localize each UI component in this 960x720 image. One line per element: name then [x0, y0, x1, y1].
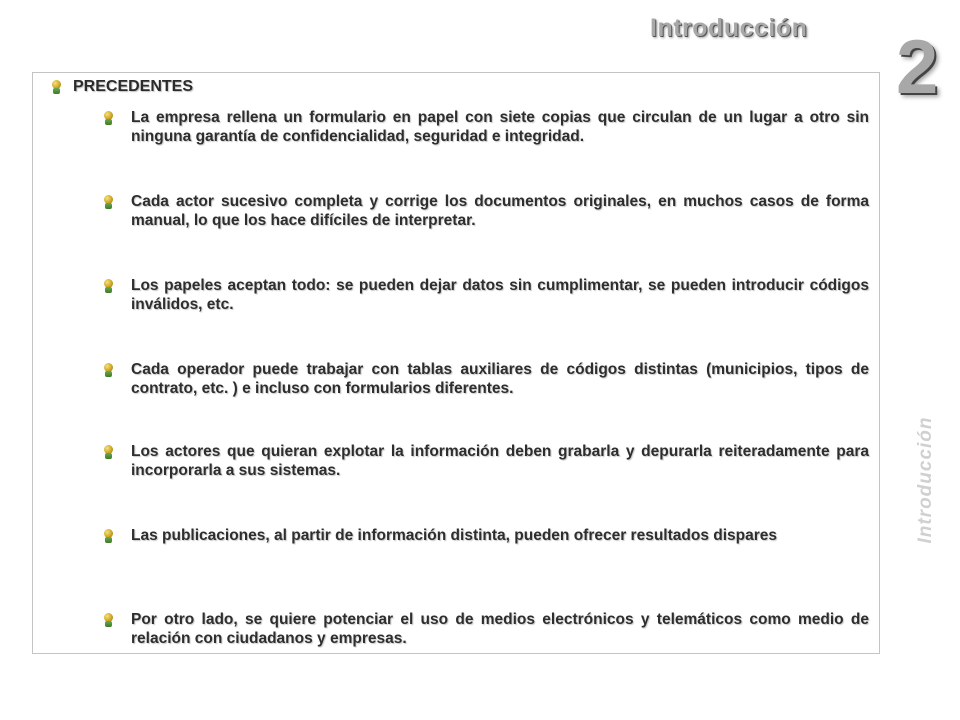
slide-number: 2 [896, 25, 939, 110]
bullet-icon [104, 363, 113, 377]
list-item [104, 442, 872, 480]
bullet-icon [104, 529, 113, 543]
list-item [104, 610, 872, 648]
section-heading-label: PRECEDENTES [73, 78, 194, 95]
bullet-icon [104, 279, 113, 293]
list-item [104, 526, 872, 545]
side-section-label: Introducción [915, 416, 936, 544]
bullet-icon [52, 80, 61, 94]
bullet-icon [104, 613, 113, 627]
list-item [104, 276, 872, 314]
list-item-text: Cada operador puede trabajar con tablas auxiliares de códigos distintas (municipios, tipos de contrato, etc. ) e incluso con formularios diferentes. [131, 361, 869, 397]
bullet-icon [104, 445, 113, 459]
list-item-text: La empresa rellena un formulario en papel con siete copias que circulan de un lugar a otro sin ninguna garantía de confidencialidad, seguridad e integridad. [131, 109, 869, 145]
bullet-icon [104, 111, 113, 125]
bullet-icon [104, 195, 113, 209]
list-item-text: Las publicaciones, al partir de información distinta, pueden ofrecer resultados dispares [131, 527, 778, 544]
slide-title: Introducción [650, 14, 808, 42]
list-item-text: Por otro lado, se quiere potenciar el uso de medios electrónicos y telemáticos como medio de relación con ciudadanos y empresas. [131, 611, 869, 647]
list-item-text: Cada actor sucesivo completa y corrige los documentos originales, en muchos casos de forma manual, lo que los hace difíciles de interpretar. [131, 193, 869, 229]
list-item-text: Los actores que quieran explotar la información deben grabarla y depurarla reiteradamente para incorporarla a sus sistemas. [131, 443, 869, 479]
list-item-text: Los papeles aceptan todo: se pueden dejar datos sin cumplimentar, se pueden introducir códigos inválidos, etc. [131, 277, 869, 313]
list-item [104, 192, 872, 230]
list-item [104, 360, 872, 398]
list-item [104, 108, 872, 146]
section-heading [52, 78, 193, 96]
